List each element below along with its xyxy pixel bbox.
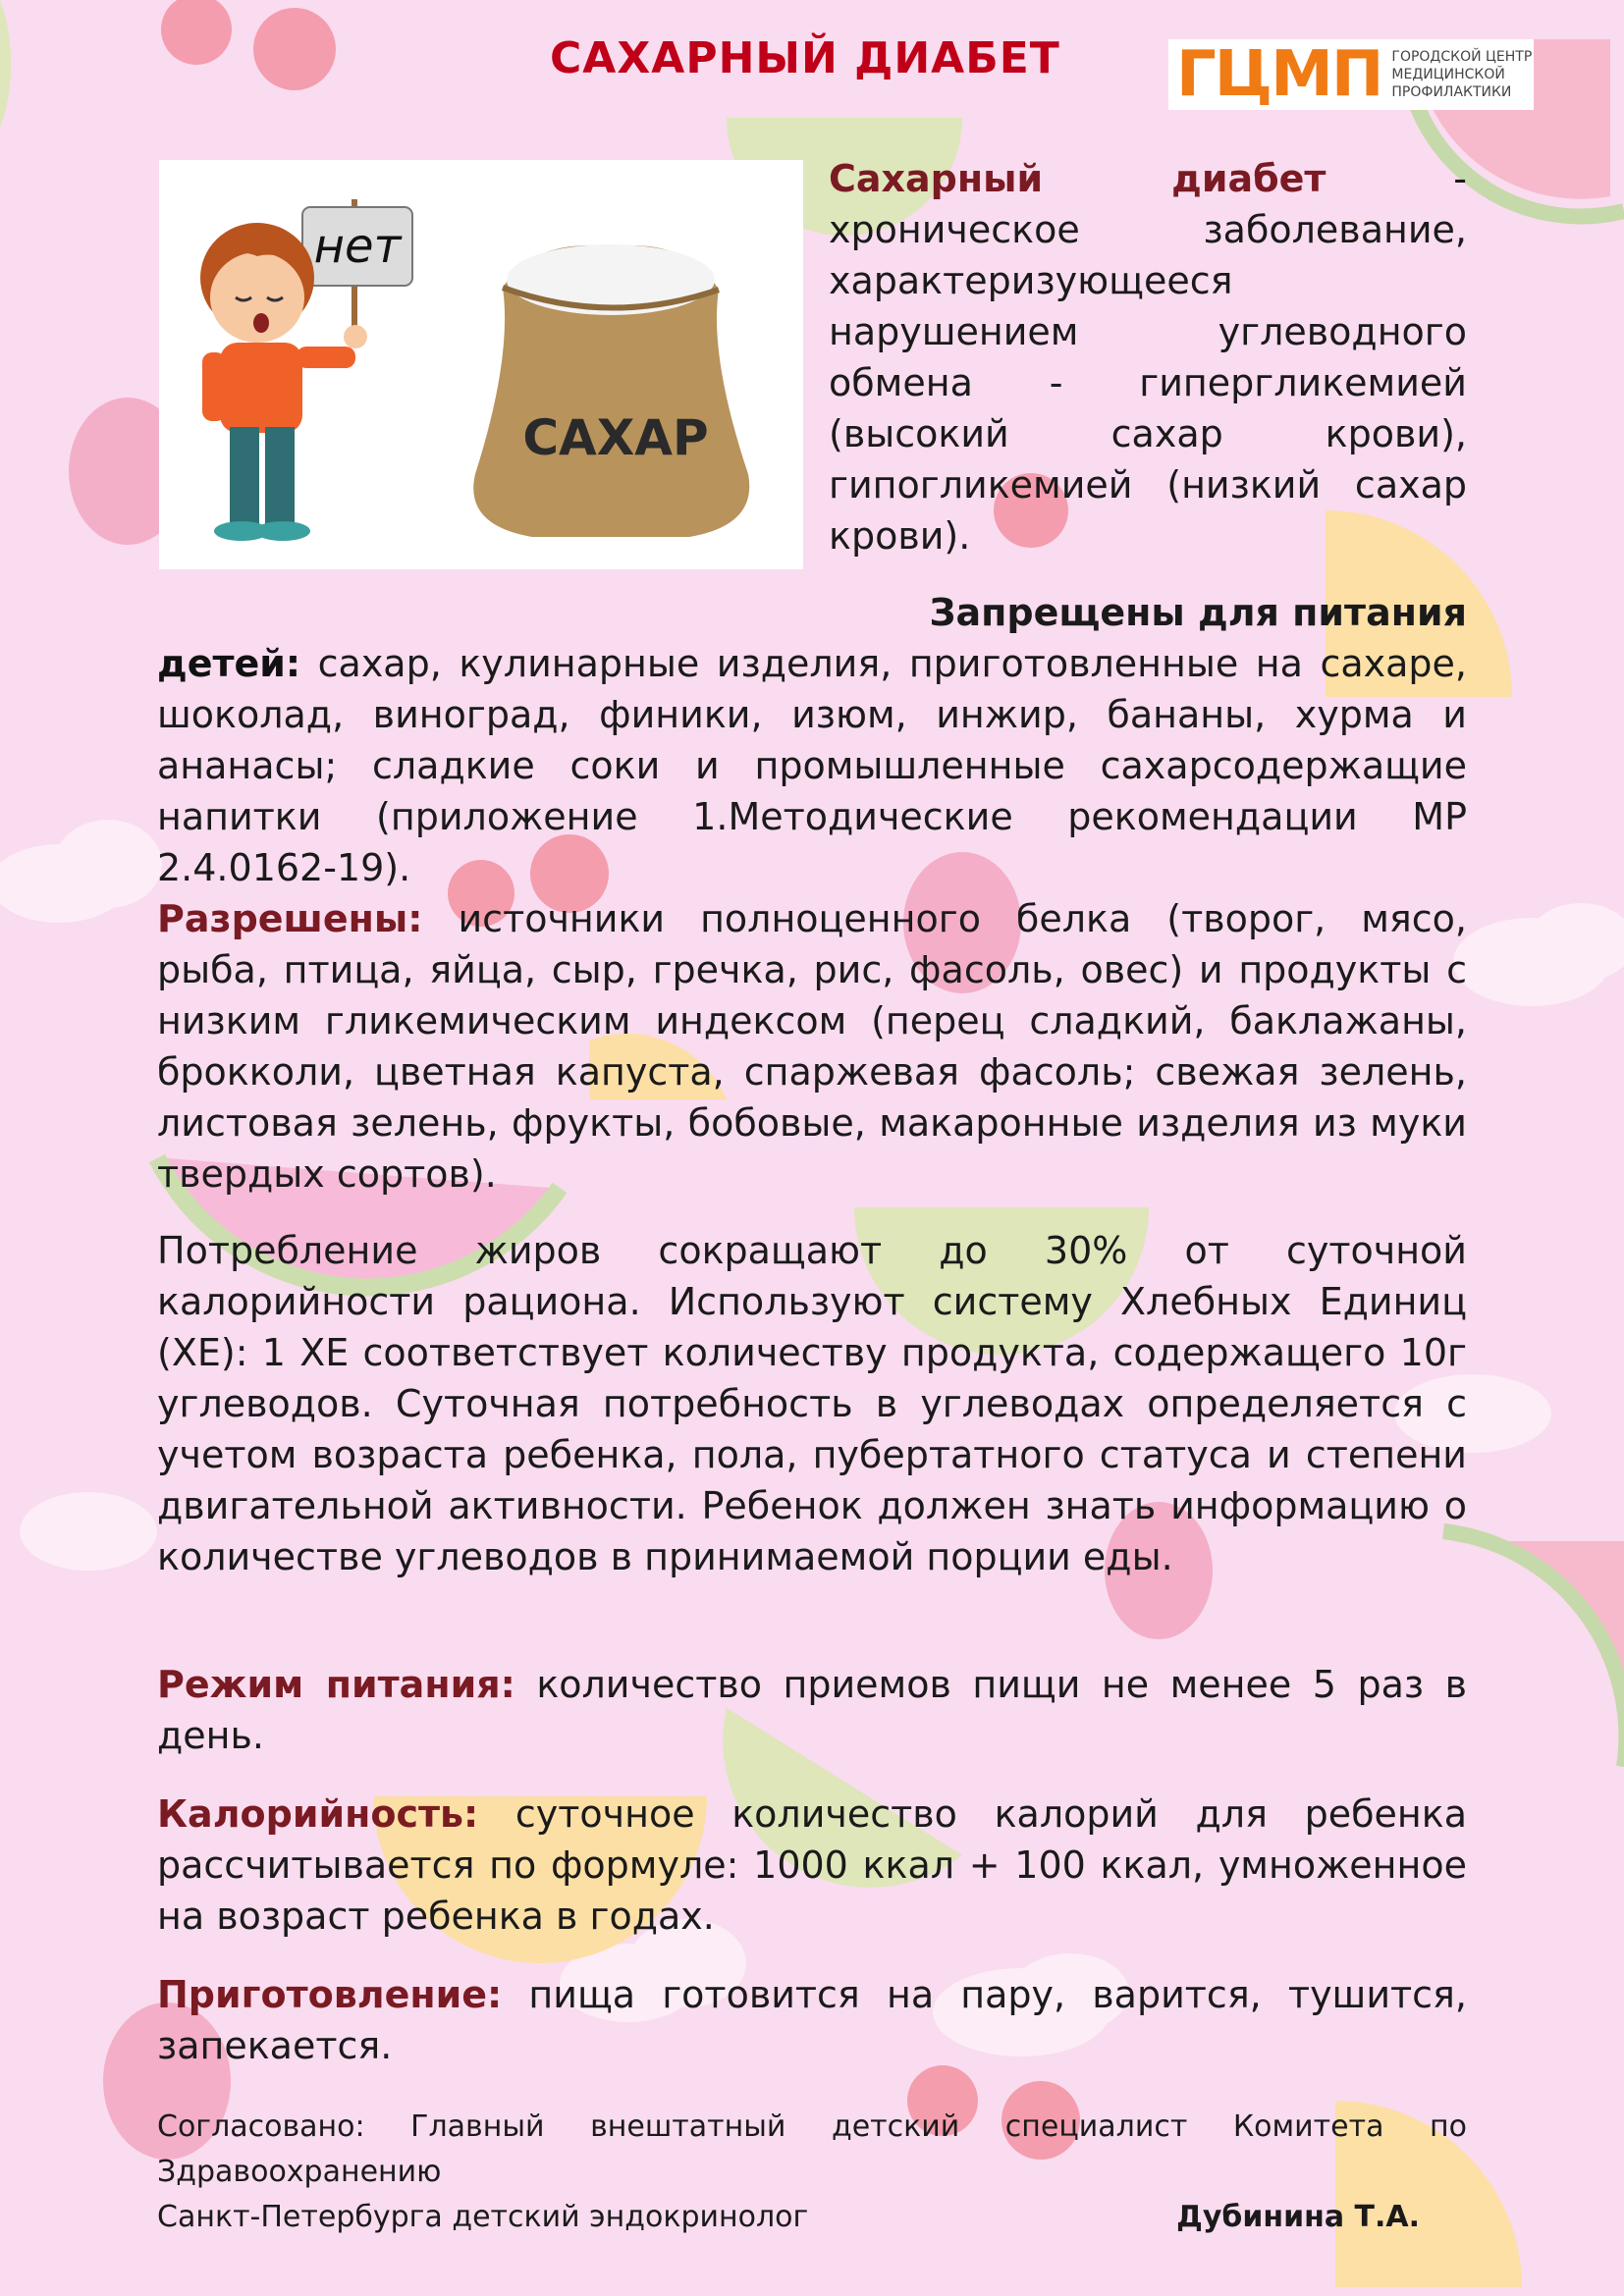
forbidden-label-line [157, 587, 1467, 638]
allowed-label: Разрешены: [157, 897, 423, 940]
forbidden-text: сахар, кулинарные изделия, приготовленные на сахаре, шоколад, виноград, финики, изюм, инжир, бананы, хурма и ананасы; сладкие соки и промышленные сахарсодержащие напитки (приложение 1.Методические рекомендации МР 2.4.0162-19). [157, 642, 1467, 889]
allowed-foods-paragraph [157, 893, 1467, 1200]
logo-mark: ГЦМП [1176, 38, 1382, 111]
sign-text: нет [313, 219, 402, 274]
intro-paragraph [829, 153, 1467, 561]
forbidden-foods-paragraph [157, 587, 1467, 893]
intro-term: Сахарный диабет [829, 157, 1326, 200]
gcmp-logo [1168, 39, 1534, 110]
forbidden-label-part1: Запрещены для питания [929, 591, 1467, 634]
forbidden-label-part2: детей: [157, 642, 301, 685]
intro-definition: - хроническое заболевание, характеризующееся нарушением углеводного обмена - гипергликемией (высокий сахар крови), гипогликемией (низкий сахар крови). [829, 157, 1467, 558]
approval-footer [157, 2105, 1467, 2240]
regime-text: количество приемов пищи не менее 5 раз в день. [157, 1663, 1467, 1757]
cooking-label: Приготовление: [157, 1973, 503, 2016]
cooking-paragraph [157, 1969, 1467, 2071]
calories-label: Калорийность: [157, 1792, 479, 1836]
boy-and-sugar-illustration [159, 160, 803, 569]
cooking-text: пища готовится на пару, варится, тушится, запекается. [157, 1973, 1467, 2067]
signer-name: Дубинина Т.А. [1176, 2200, 1420, 2234]
page-title: САХАРНЫЙ ДИАБЕТ [550, 33, 1060, 83]
illustration [159, 160, 803, 569]
footer-line2: Санкт-Петербурга детский эндокринолог [157, 2200, 809, 2234]
calories-text: суточное количество калорий для ребенка рассчитывается по формуле: 1000 ккал + 100 ккал, умноженное на возраст ребенка в годах. [157, 1792, 1467, 1938]
logo-subtitle: ГОРОДСКОЙ ЦЕНТР МЕДИЦИНСКОЙ ПРОФИЛАКТИКИ [1391, 49, 1533, 100]
calories-paragraph [157, 1789, 1467, 1942]
regime-label: Режим питания: [157, 1663, 515, 1706]
footer-line1: Согласовано: Главный внештатный детский специалист Комитета по Здравоохранению [157, 2109, 1467, 2189]
regime-paragraph [157, 1659, 1467, 1761]
allowed-text: источники полноценного белка (творог, мясо, рыба, птица, яйца, сыр, гречка, рис, фасоль, овес) и продукты с низким гликемическим индексом (перец сладкий, баклажаны, брокколи, цветная капуста, спаржевая фасоль; свежая зелень, листовая зелень, фрукты, бобовые, макаронные изделия из муки твердых сортов). [157, 897, 1467, 1196]
fats-paragraph [157, 1225, 1467, 1582]
bag-text: САХАР [522, 409, 709, 466]
footer-line2-row [157, 2195, 1467, 2240]
forbidden-body [157, 638, 1467, 893]
fats-text: Потребление жиров сокращают до 30% от суточной калорийности рациона. Используют систему Хлебных Единиц (ХЕ): 1 ХЕ соответствует количеству продукта, содержащего 10г углеводов. Суточная потребность в углеводах определяется с учетом возраста ребенка, пола, пубертатного статуса и степени двигательной активности. Ребенок должен знать информацию о количестве углеводов в принимаемой порции еды. [157, 1229, 1467, 1578]
